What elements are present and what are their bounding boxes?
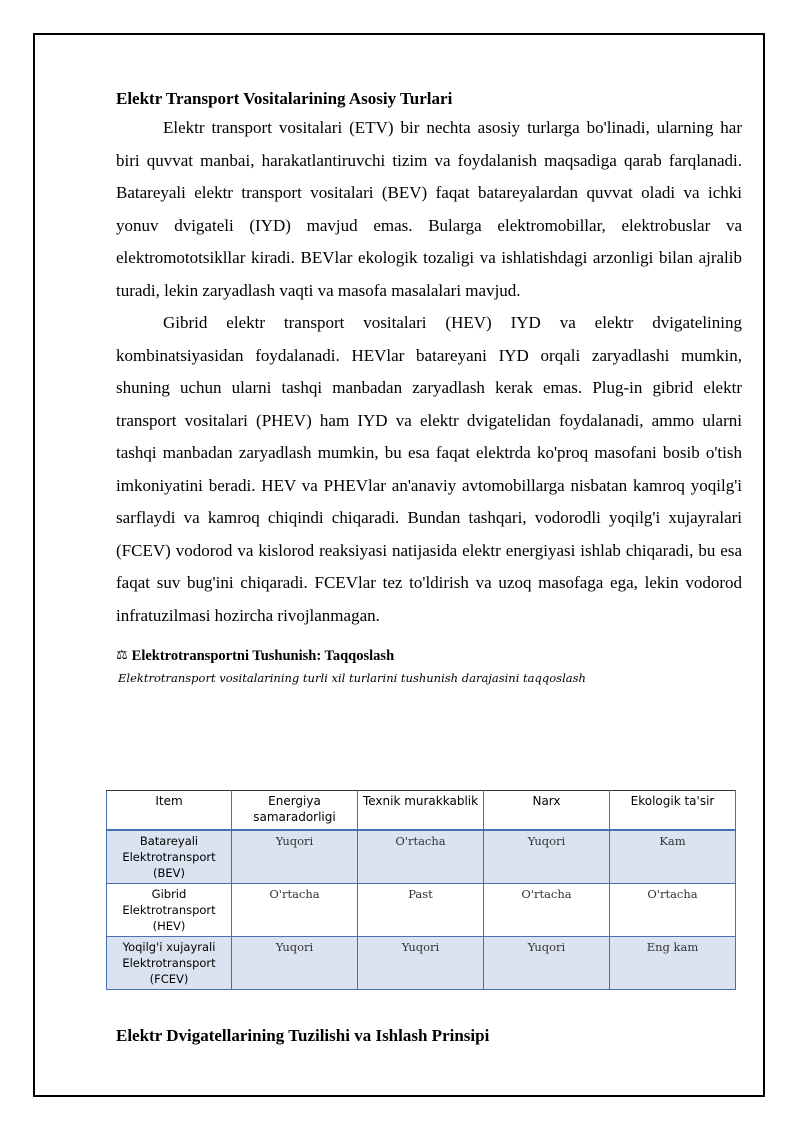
table-cell: Past — [358, 884, 484, 937]
table-cell: Yuqori — [484, 937, 610, 990]
header-cell: Item — [107, 791, 232, 831]
table-row — [107, 884, 736, 937]
document-body — [116, 86, 742, 686]
section-heading: Elektr Transport Vositalarining Asosiy Turlari — [116, 89, 453, 108]
header-cell: Ekologik ta'sir — [610, 791, 736, 831]
section-heading: Elektr Dvigatellarining Tuzilishi va Ishlash Prinsipi — [116, 1026, 490, 1045]
comparison-table — [106, 790, 736, 990]
table-caption: Elektrotransport vositalarining turli xil turlarini tushunish darajasini taqqoslash — [118, 671, 586, 685]
table-cell: O'rtacha — [610, 884, 736, 937]
table-row — [107, 830, 736, 884]
table-cell: Yuqori — [484, 830, 610, 884]
table-header-row — [107, 791, 736, 831]
row-header-cell: Yoqilg'i xujayrali Elektrotransport (FCEV) — [107, 937, 232, 990]
table-cell: Yuqori — [232, 937, 358, 990]
table-cell: Yuqori — [232, 830, 358, 884]
table-cell: Eng kam — [610, 937, 736, 990]
header-cell: Narx — [484, 791, 610, 831]
header-cell: Energiya samaradorligi — [232, 791, 358, 831]
row-header-cell: Gibrid Elektrotransport (HEV) — [107, 884, 232, 937]
paragraph: Gibrid elektr transport vositalari (HEV) IYD va elektr dvigatelining kombinatsiyasidan foydalanadi. HEVlar batareyani IYD orqali zaryadlashi mumkin, shuning uchun ularni tashqi manbadan zaryadlash kerak emas. Plug-in gibrid elektr transport vositalari (PHEV) ham IYD va elektr dvigatelidan foydalanadi, ammo ularni tashqi manbadan zaryadlash mumkin, bu esa faqat elektrda ko'proq masofani bosib o'tish imkoniyatini beradi. HEV va PHEVlar an'anaviy avtomobillarga nisbatan kamroq yoqilg'i sarflaydi va kamroq chiqindi chiqaradi. Bundan tashqari, vodorodli yoqilg'i xujayralari (FCEV) vodorod va kislorod reaksiyasi natijasida elektr energiyasi ishlab chiqaradi, bu esa faqat suv bug'ini chiqaradi. FCEVlar tez to'ldirish va uzoq masofaga ega, lekin vodorod infratuzilmasi hozircha rivojlanmagan. — [116, 313, 742, 625]
paragraph: Elektr transport vositalari (ETV) bir nechta asosiy turlarga bo'linadi, ularning har biri quvvat manbai, harakatlantiruvchi tizim va foydalanish maqsadiga qarab farqlanadi. Batareyali elektr transport vositalari (BEV) faqat batareyalardan quvvat oladi va ichki yonuv dvigateli (IYD) mavjud emas. Bularga elektromobillar, elektrobuslar va elektromototsikllar kiradi. BEVlar ekologik tozaligi va ishlatishdagi arzonligi bilan ajralib turadi, lekin zaryadlash vaqti va masofa masalalari mavjud. — [116, 118, 742, 300]
header-cell: Texnik murakkablik — [358, 791, 484, 831]
table-cell: O'rtacha — [358, 830, 484, 884]
row-header-cell: Batareyali Elektrotransport (BEV) — [107, 830, 232, 884]
table-cell: Kam — [610, 830, 736, 884]
comparison-title-text: Elektrotransportni Tushunish: Taqqoslash — [131, 648, 395, 664]
table-row — [107, 937, 736, 990]
comparison-title — [116, 646, 742, 666]
table-cell: O'rtacha — [484, 884, 610, 937]
table-cell: Yuqori — [358, 937, 484, 990]
table-cell: O'rtacha — [232, 884, 358, 937]
scale-icon: ⚖ — [116, 648, 128, 663]
